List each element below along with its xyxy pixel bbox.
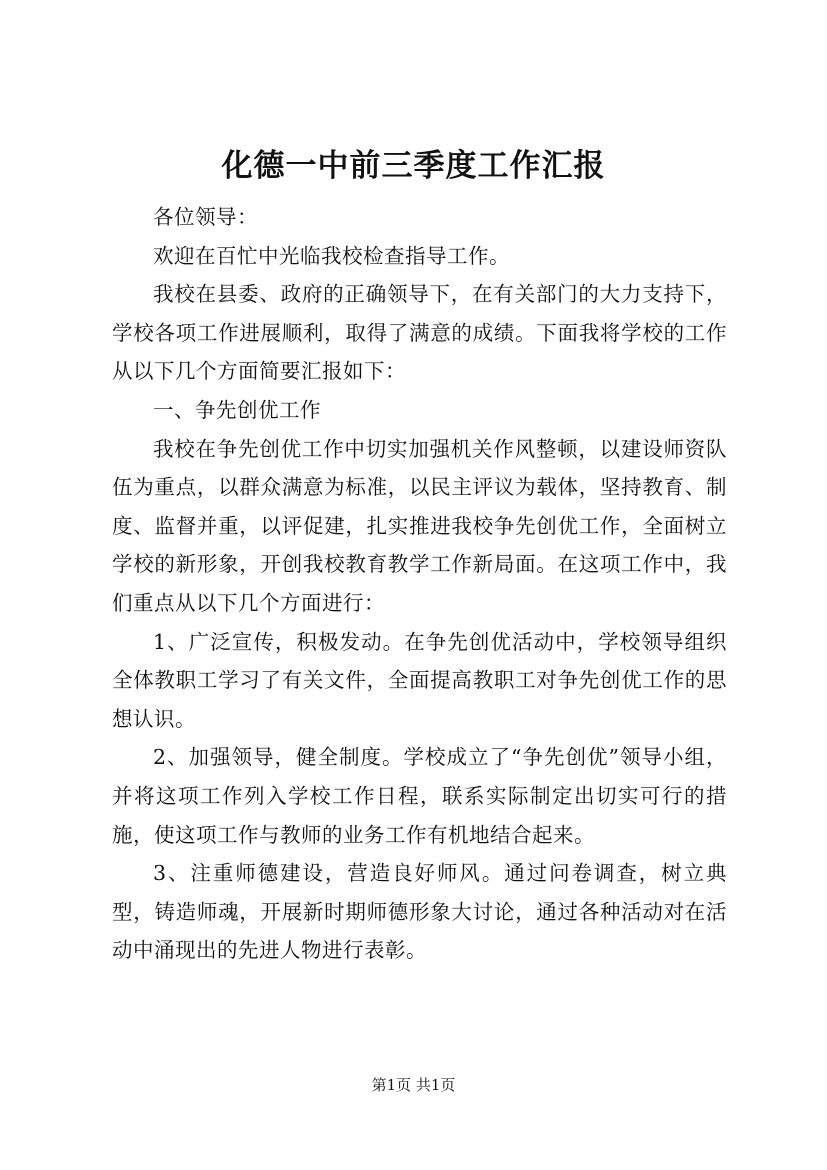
list-item-1: 1、广泛宣传，积极发动。在争先创优活动中，学校领导组织全体教职工学习了有关文件，全面提高教职工对争先创优工作的思想认识。 — [112, 629, 727, 731]
salutation-paragraph: 各位领导： — [153, 205, 258, 229]
page-number-footer: 第1页 共1页 — [371, 1076, 456, 1094]
section-heading: 一、争先创优工作 — [153, 397, 321, 422]
section-paragraph: 我校在争先创优工作中切实加强机关作风整顿，以建设师资队伍为重点，以群众满意为标准，以民主评议为载体，坚持教育、制度、监督并重，以评促建，扎实推进我校争先创优工作，全面树立学校的新形象，开创我校教育教学工作新局面。在这项工作中，我们重点从以下几个方面进行： — [112, 436, 727, 615]
welcome-paragraph: 欢迎在百忙中光临我校检查指导工作。 — [153, 243, 510, 268]
document-body — [112, 198, 727, 970]
intro-paragraph: 我校在县委、政府的正确领导下，在有关部门的大力支持下，学校各项工作进展顺利，取得了满意的成绩。下面我将学校的工作从以下几个方面简要汇报如下： — [112, 282, 727, 384]
list-item-3: 3、注重师德建设，营造良好师风。通过问卷调查，树立典型，铸造师魂，开展新时期师德形象大讨论，通过各种活动对在活动中涌现出的先进人物进行表彰。 — [112, 861, 727, 963]
list-item-2: 2、加强领导，健全制度。学校成立了“争先创优”领导小组，并将这项工作列入学校工作日程，联系实际制定出切实可行的措施，使这项工作与教师的业务工作有机地结合起来。 — [112, 745, 727, 847]
document-title: 化德一中前三季度工作汇报 — [221, 148, 606, 184]
